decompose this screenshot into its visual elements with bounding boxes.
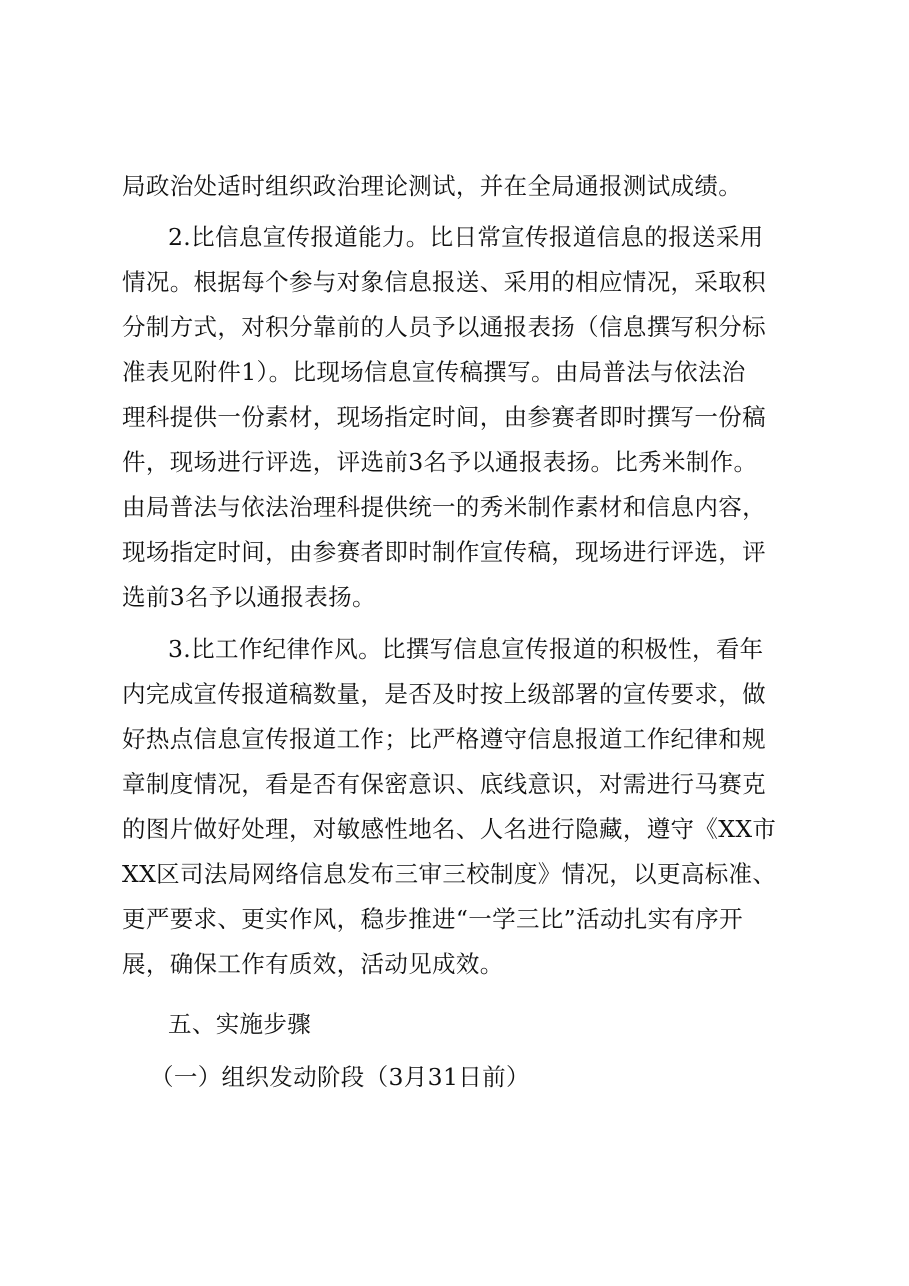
paragraph-line: 由局普法与依法治理科提供统一的秀米制作素材和信息内容， — [122, 493, 766, 521]
paragraph-line: 展，确保工作有质效，活动见成效。 — [122, 950, 504, 978]
paragraph-line: 3.比工作纪律作风。比撰写信息宣传报道的积极性，看年 — [168, 635, 764, 663]
paragraph-line: 章制度情况，看是否有保密意识、底线意识，对需进行马赛克 — [122, 770, 766, 798]
subsection-heading: （一）组织发动阶段（3月31日前） — [150, 1063, 530, 1091]
paragraph-line: 情况。根据每个参与对象信息报送、采用的相应情况，采取积 — [122, 268, 766, 296]
paragraph-line: 件，现场进行评选，评选前3名予以通报表扬。比秀米制作。 — [122, 448, 758, 476]
paragraph-line: XX区司法局网络信息发布三审三校制度》情况，以更高标准、 — [122, 860, 777, 888]
paragraph-line: 准表见附件1）。比现场信息宣传稿撰写。由局普法与依法治 — [122, 358, 746, 386]
paragraph-line: 2.比信息宣传报道能力。比日常宣传报道信息的报送采用 — [168, 223, 764, 251]
paragraph-line: 局政治处适时组织政治理论测试，并在全局通报测试成绩。 — [122, 172, 743, 200]
paragraph-line: 好热点信息宣传报道工作；比严格遵守信息报道工作纪律和规 — [122, 725, 766, 753]
paragraph-line: 内完成宣传报道稿数量，是否及时按上级部署的宣传要求，做 — [122, 680, 766, 708]
paragraph-line: 现场指定时间，由参赛者即时制作宣传稿，现场进行评选，评 — [122, 538, 766, 566]
paragraph-line: 更严要求、更实作风，稳步推进“一学三比”活动扎实有序开 — [122, 905, 743, 933]
paragraph-line: 理科提供一份素材，现场指定时间，由参赛者即时撰写一份稿 — [122, 403, 766, 431]
paragraph-line: 的图片做好处理，对敏感性地名、人名进行隐藏，遵守《XX市 — [122, 815, 777, 843]
paragraph-line: 选前3名予以通报表扬。 — [122, 583, 376, 611]
section-heading: 五、实施步骤 — [168, 1010, 312, 1038]
paragraph-line: 分制方式，对积分靠前的人员予以通报表扬（信息撰写积分标 — [122, 313, 766, 341]
